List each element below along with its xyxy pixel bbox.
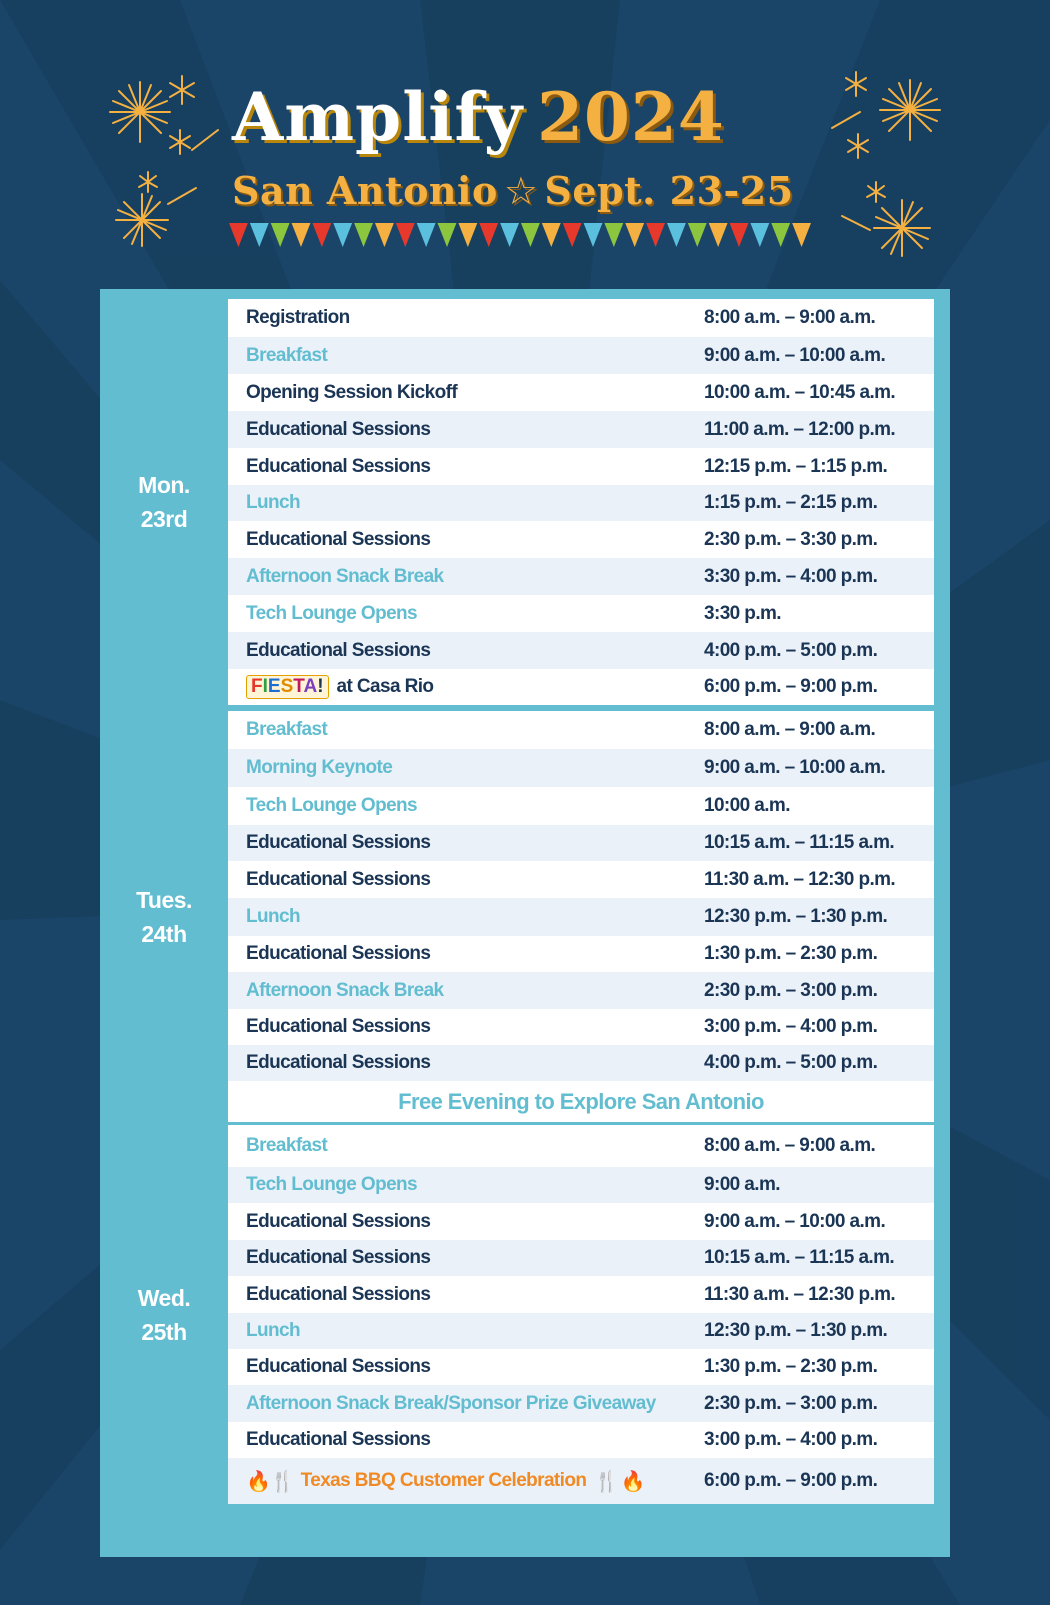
event-name: Afternoon Snack Break: [246, 565, 444, 587]
event-name: [246, 1469, 645, 1494]
schedule-row: [228, 1313, 934, 1349]
day-label: [100, 1281, 228, 1349]
event-time: 11:30 a.m. – 12:30 p.m.: [704, 868, 896, 890]
pennant-flag: [312, 223, 331, 247]
firework-icon: [830, 68, 950, 164]
event-name: Educational Sessions: [246, 1016, 431, 1037]
day-label: [100, 468, 228, 536]
event-time: 8:00 a.m. – 9:00 a.m.: [704, 719, 876, 740]
utensils-icon: 🍴: [594, 1470, 619, 1493]
schedule-row: [228, 411, 934, 448]
firework-icon: [108, 168, 198, 258]
event-time: 11:00 a.m. – 12:00 p.m.: [704, 418, 896, 440]
pennant-flag: [771, 223, 790, 247]
pennant-flag: [396, 223, 415, 247]
day-name: Tues.: [136, 886, 192, 913]
event-time: 2:30 p.m. – 3:00 p.m.: [704, 1392, 878, 1414]
pennant-flag: [792, 223, 811, 247]
event-name: Free Evening to Explore San Antonio: [398, 1088, 764, 1114]
schedule-row: [228, 595, 934, 632]
event-text: at Casa Rio: [336, 676, 434, 697]
event-time: 3:30 p.m.: [704, 602, 781, 624]
event-time: 9:00 a.m. – 10:00 a.m.: [704, 344, 886, 366]
event-time: 6:00 p.m. – 9:00 p.m.: [704, 676, 878, 697]
day-date: 23rd: [140, 506, 188, 532]
event-time: 10:15 a.m. – 11:15 a.m.: [704, 1247, 895, 1268]
event-name: Afternoon Snack Break/Sponsor Prize Giveaway: [246, 1392, 656, 1414]
event-name: Tech Lounge Opens: [246, 602, 418, 624]
pennant-flag: [271, 223, 290, 247]
event-name: Opening Session Kickoff: [246, 381, 458, 403]
schedule-row: [228, 936, 934, 972]
event-name: Lunch: [246, 1320, 300, 1341]
schedule-row: [228, 485, 934, 521]
title-year: 2024: [537, 78, 725, 156]
pennant-flag: [730, 223, 749, 247]
event-time: 12:30 p.m. – 1:30 p.m.: [704, 1320, 888, 1341]
star-icon: ☆: [503, 169, 539, 213]
firework-icon: [840, 180, 940, 270]
event-time: 10:15 a.m. – 11:15 a.m.: [704, 832, 895, 853]
event-name: Lunch: [246, 492, 300, 513]
event-name: Educational Sessions: [246, 943, 431, 964]
schedule-row: [228, 1276, 934, 1313]
event-time: 1:30 p.m. – 2:30 p.m.: [704, 1356, 878, 1377]
pennant-flag: [584, 223, 603, 247]
schedule-row: [228, 898, 934, 936]
pennant-flag: [438, 223, 457, 247]
pennant-flag: [229, 223, 248, 247]
event-time: 3:30 p.m. – 4:00 p.m.: [704, 565, 878, 587]
pennant-flag: [375, 223, 394, 247]
pennant-flag: [688, 223, 707, 247]
pennant-flag: [292, 223, 311, 247]
schedule-row: [228, 972, 934, 1009]
event-time: 10:00 a.m. – 10:45 a.m.: [704, 381, 896, 403]
schedule-row: [228, 1385, 934, 1422]
schedule-row: [228, 1203, 934, 1240]
pennant-flag: [521, 223, 540, 247]
event-name: Educational Sessions: [246, 455, 431, 477]
event-name: Educational Sessions: [246, 639, 431, 661]
day-date: 25th: [141, 1318, 187, 1345]
event-name: Educational Sessions: [246, 418, 431, 440]
pennant-flag: [750, 223, 769, 247]
event-name: Educational Sessions: [246, 1247, 431, 1268]
event-name: [246, 675, 433, 699]
event-time: 12:30 p.m. – 1:30 p.m.: [704, 906, 888, 927]
pennant-flag: [417, 223, 436, 247]
schedule-row: [228, 1349, 934, 1385]
schedule-row: [228, 787, 934, 825]
schedule-row: [228, 1422, 934, 1458]
pennant-flag: [458, 223, 477, 247]
pennant-flag: [563, 223, 582, 247]
event-time: 2:30 p.m. – 3:30 p.m.: [704, 528, 878, 550]
pennant-flag: [604, 223, 623, 247]
event-time: 9:00 a.m. – 10:00 a.m.: [704, 757, 886, 778]
event-text: Texas BBQ Customer Celebration: [300, 1470, 587, 1491]
title-text: Amplify: [232, 78, 524, 156]
pennant-flag: [542, 223, 561, 247]
utensils-icon: 🍴: [270, 1470, 295, 1493]
schedule-row: [228, 711, 934, 749]
event-subtitle: [232, 168, 794, 213]
schedule-row: [228, 1045, 934, 1081]
event-name: Educational Sessions: [246, 528, 431, 550]
page-title: [232, 78, 725, 156]
event-name: Breakfast: [246, 719, 328, 740]
event-name: Educational Sessions: [246, 1356, 431, 1377]
event-time: 6:00 p.m. – 9:00 p.m.: [704, 1470, 878, 1491]
event-name: Educational Sessions: [246, 1210, 431, 1232]
day-label: [100, 883, 228, 951]
event-time: 9:00 a.m.: [704, 1174, 780, 1195]
pennant-flag: [500, 223, 519, 247]
event-time: 4:00 p.m. – 5:00 p.m.: [704, 1052, 878, 1073]
event-time: 3:00 p.m. – 4:00 p.m.: [704, 1016, 878, 1037]
pennant-flag: [354, 223, 373, 247]
day-name: Mon.: [138, 472, 190, 498]
schedule-row: [228, 825, 934, 861]
day-schedule-3: [228, 1125, 934, 1504]
schedule-row: [228, 1167, 934, 1203]
event-name: Breakfast: [246, 344, 328, 366]
schedule-row: [228, 861, 934, 898]
event-time: 1:15 p.m. – 2:15 p.m.: [704, 492, 878, 513]
firework-icon: [100, 70, 220, 160]
day-schedule-2: [228, 711, 934, 1122]
schedule-row: [228, 1125, 934, 1167]
schedule-row: [228, 1458, 934, 1504]
event-time: 11:30 a.m. – 12:30 p.m.: [704, 1283, 896, 1305]
pennant-flag: [709, 223, 728, 247]
event-time: 10:00 a.m.: [704, 795, 790, 816]
event-name: Afternoon Snack Break: [246, 979, 444, 1001]
pennant-flag: [479, 223, 498, 247]
pennant-flag: [333, 223, 352, 247]
pennant-banner: [228, 223, 812, 253]
schedule-panel: [100, 289, 950, 1557]
day-schedule-1: [228, 299, 934, 705]
pennant-flag: [625, 223, 644, 247]
schedule-row: [228, 632, 934, 669]
schedule-row: [228, 749, 934, 787]
schedule-row: [228, 1240, 934, 1276]
schedule-row: [228, 374, 934, 411]
day-date: 24th: [141, 920, 187, 947]
fiesta-badge: FIESTA!: [246, 675, 329, 699]
event-name: Educational Sessions: [246, 1283, 431, 1305]
event-name: Tech Lounge Opens: [246, 795, 418, 816]
schedule-row: [228, 337, 934, 374]
event-name: Breakfast: [246, 1135, 328, 1156]
schedule-row: [228, 1081, 934, 1122]
day-name: Wed.: [137, 1284, 191, 1311]
flame-icon: 🔥: [620, 1470, 645, 1493]
schedule-row: [228, 299, 934, 337]
event-time: 1:30 p.m. – 2:30 p.m.: [704, 943, 878, 964]
event-name: Registration: [246, 307, 350, 328]
pennant-flag: [646, 223, 665, 247]
dates-text: Sept. 23-25: [544, 168, 794, 213]
header: [0, 0, 1050, 290]
schedule-row: [228, 558, 934, 595]
schedule-row: [228, 521, 934, 558]
event-name: Educational Sessions: [246, 832, 431, 853]
event-time: 9:00 a.m. – 10:00 a.m.: [704, 1210, 886, 1232]
event-name: Morning Keynote: [246, 757, 393, 778]
pennant-flag: [667, 223, 686, 247]
schedule-row: [228, 448, 934, 485]
event-time: 12:15 p.m. – 1:15 p.m.: [704, 455, 888, 477]
schedule-row: [228, 669, 934, 705]
event-time: 8:00 a.m. – 9:00 a.m.: [704, 1135, 876, 1156]
event-time: 2:30 p.m. – 3:00 p.m.: [704, 979, 878, 1001]
event-time: 4:00 p.m. – 5:00 p.m.: [704, 639, 878, 661]
schedule-row: [228, 1009, 934, 1045]
city-text: San Antonio: [232, 168, 498, 213]
event-name: Lunch: [246, 906, 300, 927]
event-time: 3:00 p.m. – 4:00 p.m.: [704, 1429, 878, 1450]
event-name: Educational Sessions: [246, 868, 431, 890]
event-name: Tech Lounge Opens: [246, 1174, 418, 1195]
event-name: Educational Sessions: [246, 1052, 431, 1073]
event-name: Educational Sessions: [246, 1429, 431, 1450]
event-time: 8:00 a.m. – 9:00 a.m.: [704, 307, 876, 328]
flame-icon: 🔥: [246, 1470, 271, 1493]
pennant-flag: [250, 223, 269, 247]
